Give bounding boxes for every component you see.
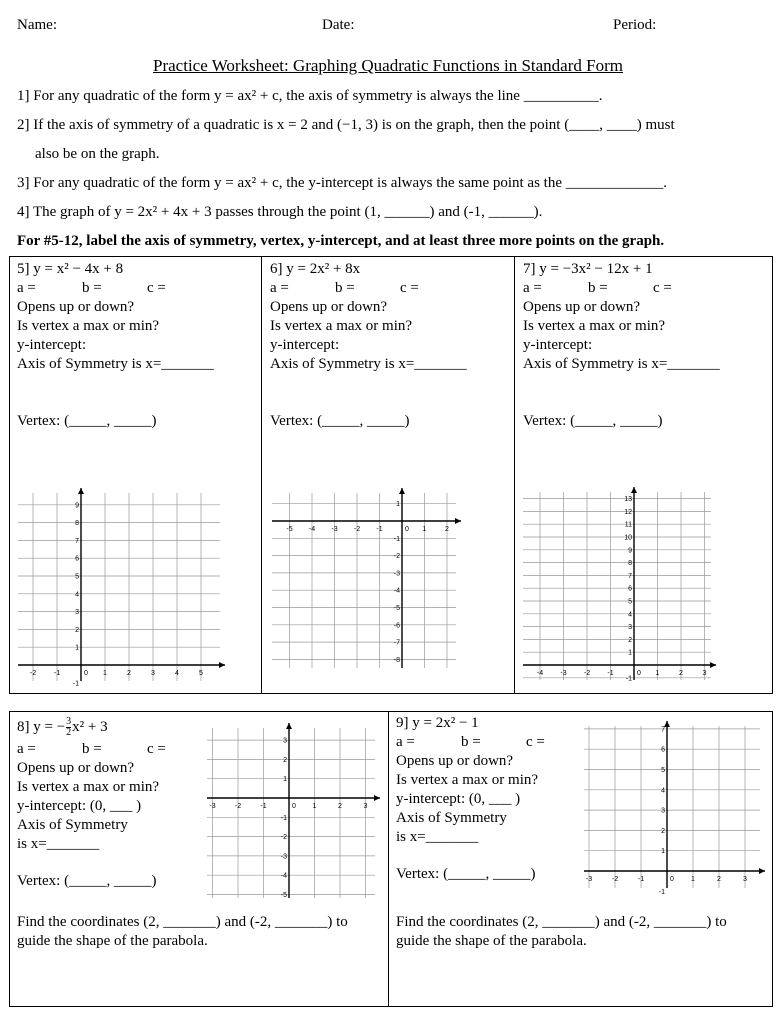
x-tick-label: -4: [536, 670, 544, 677]
y-tick-label: 8: [628, 560, 632, 568]
axis-label: Axis of Symmetry: [396, 810, 507, 826]
problem-8-text: [17, 717, 217, 891]
opens-label: Opens up or down?: [523, 299, 641, 315]
maxmin-label: Is vertex a max or min?: [17, 318, 160, 334]
fraction-denominator: 2: [66, 727, 72, 738]
vertex-label: Vertex: (_____, _____): [523, 413, 663, 429]
y-tick-label: 13: [624, 496, 632, 504]
opens-label: Opens up or down?: [270, 299, 388, 315]
y-tick-label: 3: [661, 807, 665, 815]
c-label: c =: [147, 741, 166, 757]
instruction: For #5-12, label the axis of symmetry, vertex, y-intercept, and at least three more points on the graph.: [17, 233, 665, 249]
y-tick-label: 4: [75, 591, 79, 599]
y-tick-label: -5: [280, 892, 287, 899]
graph-8-grid: [203, 722, 381, 902]
x-tick-label: 1: [691, 876, 695, 883]
y-tick-label: -1: [625, 675, 632, 683]
yint-label: y-intercept:: [523, 337, 593, 353]
problem-9-text: [396, 714, 586, 884]
y-tick-label: 3: [283, 737, 287, 745]
x-tick-label: 2: [445, 526, 449, 533]
y-tick-label: 2: [75, 626, 79, 634]
y-tick-label: 9: [75, 502, 79, 510]
y-axis-arrow: [631, 487, 637, 493]
x-axis-arrow: [219, 662, 225, 668]
y-tick-label: 6: [628, 585, 632, 593]
axis-label: Axis of Symmetry is x=_______: [270, 356, 467, 372]
x-axis-arrow: [710, 662, 716, 668]
x-tick-label: -1: [637, 876, 645, 883]
x-tick-label: -5: [286, 526, 293, 533]
x-axis-arrow: [759, 868, 765, 874]
y-tick-label: 1: [75, 644, 79, 652]
a-label: a =: [270, 280, 289, 296]
y-tick-label: -2: [393, 553, 400, 561]
x-axis-arrow: [374, 795, 380, 801]
axis-label-cont: is x=_______: [396, 829, 479, 845]
y-tick-label: 7: [661, 726, 665, 734]
x-tick-label: 0: [670, 876, 674, 883]
c-label: c =: [526, 734, 545, 750]
y-tick-label: 2: [628, 636, 632, 644]
fraction-numerator: 3: [66, 716, 72, 727]
problem-6-equation: 6] y = 2x² + 8x: [270, 261, 361, 277]
y-tick-label: 8: [75, 520, 79, 528]
x-tick-label: 0: [292, 803, 296, 810]
x-tick-label: -1: [260, 803, 267, 810]
y-tick-label: 5: [661, 767, 665, 774]
y-tick-label: 11: [624, 521, 632, 529]
c-label: c =: [400, 280, 419, 296]
problem-5-text: [17, 260, 257, 431]
axis-label: Axis of Symmetry: [17, 817, 128, 833]
c-label: c =: [147, 280, 166, 296]
opens-label: Opens up or down?: [396, 753, 514, 769]
x-tick-label: 2: [717, 876, 721, 883]
problem-5-equation: 5] y = x² − 4x + 8: [17, 261, 124, 277]
y-tick-label: 6: [661, 746, 665, 754]
y-tick-label: 1: [283, 776, 287, 784]
question-3: 3] For any quadratic of the form y = ax² + c, the y-intercept is always the same point as the _____________.: [17, 175, 668, 191]
date-label: Date:: [322, 17, 355, 33]
x-tick-label: -2: [353, 526, 361, 533]
yint-label: y-intercept:: [17, 337, 87, 353]
y-tick-label: 3: [628, 624, 632, 632]
problem-7-text: [523, 260, 768, 431]
x-tick-label: 2: [338, 803, 342, 810]
axis-label: Axis of Symmetry is x=_______: [523, 356, 720, 372]
problem-9-equation: 9] y = 2x² − 1: [396, 715, 479, 731]
x-tick-label: 3: [151, 670, 155, 677]
a-label: a =: [396, 734, 415, 750]
x-tick-label: -4: [308, 526, 316, 533]
y-tick-label: 7: [628, 572, 632, 580]
y-tick-label: -1: [72, 680, 79, 688]
problem-7-equation: 7] y = −3x² − 12x + 1: [523, 261, 653, 277]
x-axis-arrow: [455, 518, 461, 524]
y-tick-label: 4: [628, 611, 632, 619]
a-label: a =: [17, 280, 36, 296]
y-tick-label: 1: [661, 848, 665, 856]
y-tick-label: 3: [75, 609, 79, 617]
x-tick-label: -1: [376, 526, 383, 533]
axis-label: Axis of Symmetry is x=_______: [17, 356, 214, 372]
x-tick-label: 1: [422, 526, 427, 533]
y-tick-label: 1: [628, 649, 632, 657]
y-tick-label: -4: [280, 872, 287, 880]
b-label: b =: [82, 741, 102, 757]
x-tick-label: -2: [611, 876, 619, 883]
x-tick-label: -3: [560, 670, 567, 677]
x-tick-label: 5: [199, 670, 203, 677]
x-tick-label: -2: [29, 670, 37, 677]
name-label: Name:: [17, 17, 57, 33]
y-axis-arrow: [286, 723, 292, 729]
b-label: b =: [588, 280, 608, 296]
x-tick-label: 0: [84, 670, 88, 677]
opens-label: Opens up or down?: [17, 299, 135, 315]
vertex-label: Vertex: (_____, _____): [17, 413, 157, 429]
x-tick-label: -3: [585, 876, 593, 883]
question-4: 4] The graph of y = 2x² + 4x + 3 passes through the point (1, ______) and (-1, ______).: [17, 204, 543, 220]
axis-label-cont: is x=_______: [17, 836, 100, 852]
a-label: a =: [523, 280, 542, 296]
y-tick-label: -8: [393, 656, 400, 664]
problem-8-find: Find the coordinates (2, _______) and (-2, _______) to guide the shape of the parabola.: [17, 914, 348, 949]
question-1: 1] For any quadratic of the form y = ax² + c, the axis of symmetry is always the line __________.: [17, 88, 603, 104]
y-tick-label: -1: [393, 535, 400, 543]
y-tick-label: -4: [393, 587, 400, 595]
x-tick-label: -1: [607, 670, 614, 677]
y-tick-label: -2: [280, 834, 287, 842]
x-tick-label: 1: [655, 670, 660, 677]
page-title: Practice Worksheet: Graphing Quadratic Functions in Standard Form: [153, 56, 623, 75]
y-tick-label: -1: [658, 888, 665, 896]
x-tick-label: -3: [209, 803, 216, 810]
problem-6-text: [270, 260, 510, 431]
problem-8-equation: 8] y = − $\frac{3}{2}$ x² + 3: [17, 716, 108, 738]
y-tick-label: 9: [628, 547, 632, 555]
x-tick-label: -1: [53, 670, 61, 677]
y-tick-label: 7: [75, 537, 79, 545]
graph-5-grid: [14, 487, 226, 688]
y-tick-label: 2: [661, 827, 665, 835]
x-tick-label: 2: [679, 670, 683, 677]
period-label: Period:: [613, 17, 657, 33]
y-axis-arrow: [78, 488, 84, 494]
b-label: b =: [335, 280, 355, 296]
opens-label: Opens up or down?: [17, 760, 135, 776]
x-tick-label: 3: [743, 876, 747, 883]
y-tick-label: 5: [75, 573, 79, 581]
y-tick-label: 5: [628, 598, 632, 606]
x-tick-label: 2: [127, 670, 131, 677]
yint-label: y-intercept: (0, ___ ): [396, 791, 521, 807]
question-2: 2] If the axis of symmetry of a quadratic is x = 2 and (−1, 3) is on the graph, then the point (____, ____) must: [17, 117, 675, 133]
b-label: b =: [82, 280, 102, 296]
problem-9-find: Find the coordinates (2, _______) and (-2, _______) to guide the shape of the parabola.: [396, 914, 727, 949]
x-tick-label: 4: [175, 670, 179, 677]
x-tick-label: -2: [583, 670, 591, 677]
maxmin-label: Is vertex a max or min?: [270, 318, 413, 334]
c-label: c =: [653, 280, 672, 296]
graph-6-grid: [268, 487, 462, 672]
y-tick-label: -7: [393, 639, 400, 647]
y-axis-arrow: [399, 488, 405, 494]
x-tick-label: 1: [103, 670, 107, 677]
y-tick-label: -3: [280, 853, 287, 861]
graph-9-grid: [580, 720, 766, 896]
x-tick-label: 3: [702, 670, 707, 677]
y-tick-label: 6: [75, 555, 79, 563]
vertex-label: Vertex: (_____, _____): [396, 866, 536, 882]
y-tick-label: -3: [393, 570, 400, 578]
y-tick-label: 4: [661, 787, 665, 795]
y-tick-label: -6: [393, 622, 400, 630]
x-tick-label: -3: [331, 526, 338, 533]
y-tick-label: 1: [396, 501, 400, 509]
maxmin-label: Is vertex a max or min?: [396, 772, 539, 788]
a-label: a =: [17, 741, 36, 757]
y-tick-label: -1: [280, 814, 287, 822]
x-tick-label: 0: [405, 526, 409, 533]
x-tick-label: 3: [363, 803, 368, 810]
x-tick-label: 0: [637, 670, 641, 677]
yint-label: y-intercept:: [270, 337, 340, 353]
maxmin-label: Is vertex a max or min?: [17, 779, 160, 795]
maxmin-label: Is vertex a max or min?: [523, 318, 666, 334]
y-tick-label: -5: [393, 605, 400, 612]
question-2-cont: also be on the graph.: [35, 146, 160, 162]
x-tick-label: 1: [312, 803, 317, 810]
y-tick-label: 12: [624, 508, 632, 516]
vertex-label: Vertex: (_____, _____): [270, 413, 410, 429]
yint-label: y-intercept: (0, ___ ): [17, 798, 142, 814]
b-label: b =: [461, 734, 481, 750]
x-tick-label: -2: [234, 803, 242, 810]
y-tick-label: 10: [624, 534, 632, 542]
y-tick-label: 2: [283, 756, 287, 764]
vertex-label: Vertex: (_____, _____): [17, 873, 157, 889]
graph-7-grid: [519, 486, 717, 684]
